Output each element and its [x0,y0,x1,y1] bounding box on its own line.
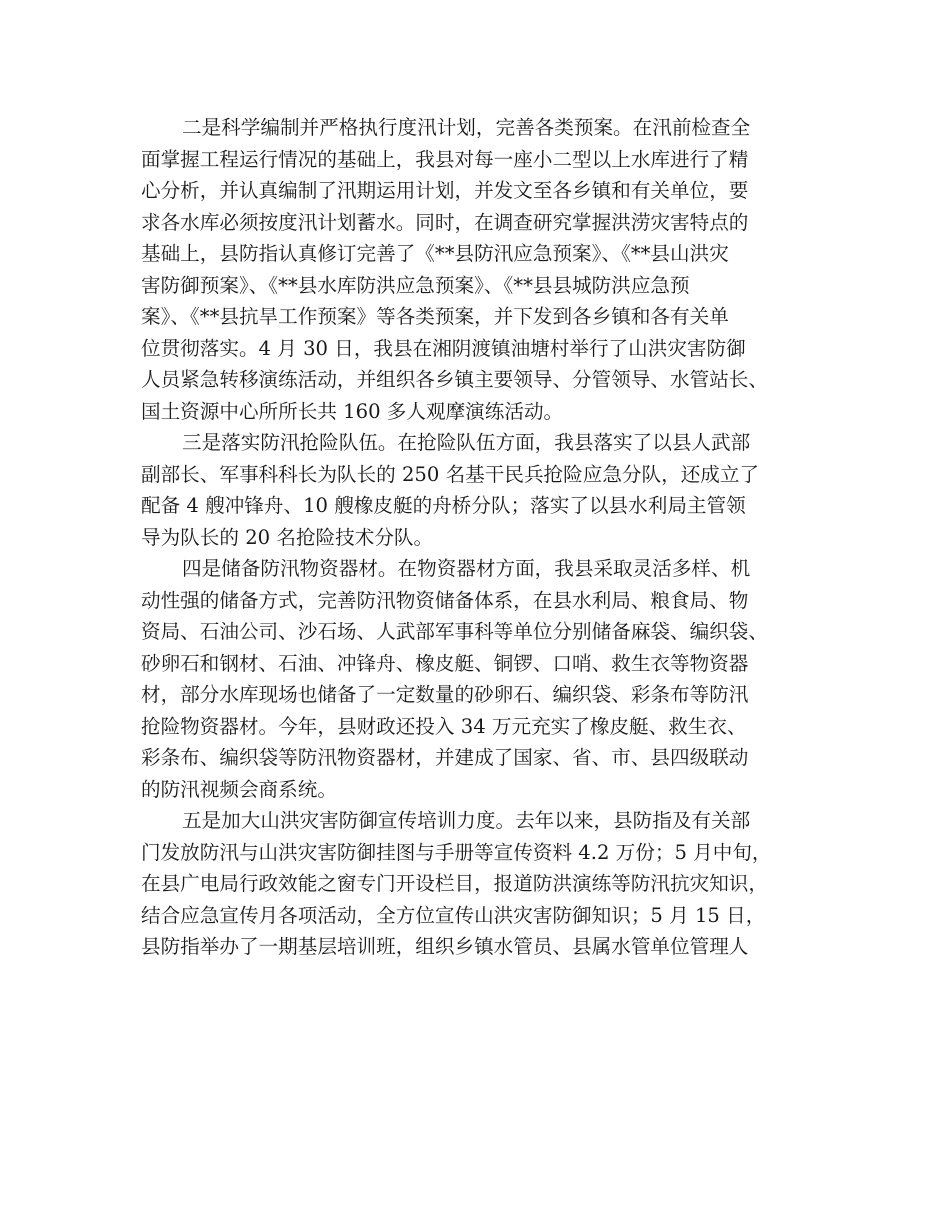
text-line: 门发放防汛与山洪灾害防御挂图与手册等宣传资料 4.2 万份；5 月中旬， [141,840,772,864]
text-line: 求各水库必须按度汛计划蓄水。同时，在调查研究掌握洪涝灾害特点的 [141,210,749,234]
paragraph-rescue-team [141,427,821,553]
text-line: 导为队长的 20 名抢险技术分队。 [141,525,434,549]
text-line: 基础上，县防指认真修订完善了《**县防汛应急预案》、《**县山洪灾 [141,242,729,265]
text-line: 在县广电局行政效能之窗专门开设栏目，报道防洪演练等防汛抗灾知识， [141,872,768,895]
text-line: 位贯彻落实。4 月 30 日，我县在湘阴渡镇油塘村举行了山洪灾害防御 [141,336,746,360]
text-line: 三是落实防汛抢险队伍。在抢险队伍方面，我县落实了以县人武部 [182,431,751,454]
text-line: 抢险物资器材。今年，县财政还投入 34 万元充实了橡皮艇、救生衣、 [141,714,747,738]
text-line: 面掌握工程运行情况的基础上，我县对每一座小二型以上水库进行了精 [141,147,749,171]
text-line: 害防御预案》、《**县水库防洪应急预案》、《**县县城防洪应急预 [141,273,690,297]
paragraph-publicity-training [141,805,821,963]
text-line: 案》、《**县抗旱工作预案》等各类预案，并下发到各乡镇和各有关单 [141,305,729,328]
text-line: 彩条布、编织袋等防汛物资器材，并建成了国家、省、市、县四级联动 [141,746,749,769]
text-line: 县防指举办了一期基层培训班，组织乡镇水管员、县属水管单位管理人 [141,935,749,958]
text-line: 五是加大山洪灾害防御宣传培训力度。去年以来，县防指及有关部 [182,809,751,832]
text-line: 材，部分水库现场也储备了一定数量的砂卵石、编织袋、彩条布等防汛 [141,683,749,706]
paragraph-materials [141,553,821,805]
text-line: 副部长、军事科科长为队长的 250 名基干民兵抢险应急分队，还成立了 [141,462,760,486]
text-line: 二是科学编制并严格执行度汛计划，完善各类预案。在汛前检查全 [182,116,751,139]
text-line: 动性强的储备方式，完善防汛物资储备体系，在县水利局、粮食局、物 [141,588,749,612]
text-line: 砂卵石和钢材、石油、冲锋舟、橡皮艇、铜锣、口哨、救生衣等物资器 [141,651,749,675]
document-body [141,112,821,963]
text-line: 结合应急宣传月各项活动，全方位宣传山洪灾害防御知识；5 月 15 日， [141,903,766,927]
text-line: 国土资源中心所所长共 160 多人观摩演练活动。 [141,399,564,423]
text-line: 配备 4 艘冲锋舟、10 艘橡皮艇的舟桥分队；落实了以县水利局主管领 [141,494,746,517]
paragraph-flood-plan [141,112,821,427]
text-line: 四是储备防汛物资器材。在物资器材方面，我县采取灵活多样、机 [182,557,751,580]
text-line: 资局、石油公司、沙石场、人武部军事科等单位分别储备麻袋、编织袋、 [141,620,768,643]
text-line: 的防汛视频会商系统。 [141,777,337,801]
text-line: 心分析，并认真编制了汛期运用计划，并发文至各乡镇和有关单位，要 [141,179,749,202]
text-line: 人员紧急转移演练活动，并组织各乡镇主要领导、分管领导、水管站长、 [141,368,768,391]
